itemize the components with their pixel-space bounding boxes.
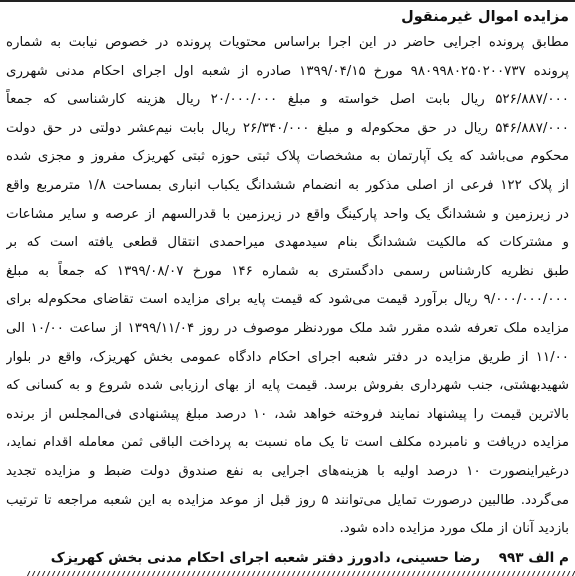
divider-mark bbox=[475, 571, 481, 576]
divider-mark bbox=[390, 571, 396, 576]
divider-mark bbox=[185, 571, 191, 576]
divider-mark bbox=[405, 571, 411, 576]
divider-mark bbox=[310, 571, 316, 576]
divider-mark bbox=[305, 571, 311, 576]
divider-mark bbox=[315, 571, 321, 576]
divider-mark bbox=[550, 571, 556, 576]
divider-mark bbox=[245, 571, 251, 576]
divider-mark bbox=[375, 571, 381, 576]
divider-mark bbox=[235, 571, 241, 576]
divider-mark bbox=[565, 571, 571, 576]
divider-mark bbox=[255, 571, 261, 576]
divider-mark bbox=[70, 571, 76, 576]
divider-mark bbox=[300, 571, 306, 576]
divider-mark bbox=[105, 571, 111, 576]
notice-line: ۵۲۶/۸۸۷/۰۰۰ ریال بابت اصل خواسته و مبلغ ۲۰/۰۰۰/۰۰۰ ریال هزینه کارشناسی که جمعاً bbox=[6, 92, 569, 108]
notice-line: بالاترین قیمت را پیشنهاد نمایند فروخته خواهد شد، ۱۰ درصد مبلغ پیشنهادی فی‌المجلس از برنده bbox=[6, 406, 569, 422]
divider-mark bbox=[180, 571, 186, 576]
notice-line: مزایده دریافت و نامبرده مکلف است تا یک ماه نسبت به پرداخت الباقی ثمن معامله اقدام نماید، bbox=[6, 435, 569, 451]
divider-mark bbox=[555, 571, 561, 576]
divider-mark bbox=[395, 571, 401, 576]
divider-mark bbox=[90, 571, 96, 576]
divider-mark bbox=[145, 571, 151, 576]
notice-line: می‌گردد. طالبین درصورت تمایل می‌توانند ۵ روز قبل از موعد مزایده به این شعبه مراجعه تا ترتیب bbox=[6, 492, 569, 508]
divider-mark bbox=[400, 571, 406, 576]
divider-mark bbox=[230, 571, 236, 576]
notice-signature: رضا حسینی، دادورز دفتر شعبه اجرای احکام مدنی بخش کهریزک bbox=[50, 549, 480, 566]
divider-mark bbox=[445, 571, 451, 576]
divider-mark bbox=[160, 571, 166, 576]
divider-mark bbox=[490, 571, 496, 576]
divider-mark bbox=[130, 571, 136, 576]
notice-body bbox=[6, 29, 569, 544]
divider-mark bbox=[175, 571, 181, 576]
divider-mark bbox=[525, 571, 531, 576]
divider-mark bbox=[430, 571, 436, 576]
divider-mark bbox=[285, 571, 291, 576]
divider-mark bbox=[465, 571, 471, 576]
divider-mark bbox=[125, 571, 131, 576]
top-divider bbox=[0, 0, 575, 2]
divider-mark bbox=[155, 571, 161, 576]
divider-mark bbox=[535, 571, 541, 576]
notice-line: مطابق پرونده اجرایی حاضر در این اجرا براساس محتویات پرونده در خصوص نیابت به شماره bbox=[6, 35, 569, 50]
divider-mark bbox=[380, 571, 386, 576]
notice-line: درغیراینصورت ۱۰ درصد اولیه با هزینه‌های اجرایی به نفع صندوق دولت ضبط و مزایده تجدید bbox=[6, 463, 569, 479]
divider-mark bbox=[420, 571, 426, 576]
notice-line: بازدید آنان از ملک مورد مزایده داده شود. bbox=[339, 521, 569, 537]
notice-line: ۵۴۶/۸۸۷/۰۰۰ ریال در حق محکوم‌له و مبلغ ۲۶/۳۴۰/۰۰۰ ریال بابت نیم‌عشر دولتی در حق دولت bbox=[6, 120, 569, 136]
divider-mark bbox=[570, 571, 575, 576]
divider-mark bbox=[60, 571, 66, 576]
divider-mark bbox=[495, 571, 501, 576]
divider-mark bbox=[115, 571, 121, 576]
divider-mark bbox=[295, 571, 301, 576]
divider-mark bbox=[50, 571, 56, 576]
divider-mark bbox=[275, 571, 281, 576]
divider-mark bbox=[515, 571, 521, 576]
divider-mark bbox=[205, 571, 211, 576]
divider-mark bbox=[325, 571, 331, 576]
divider-mark bbox=[345, 571, 351, 576]
divider-mark bbox=[25, 571, 31, 576]
divider-mark bbox=[425, 571, 431, 576]
divider-mark bbox=[560, 571, 566, 576]
divider-mark bbox=[410, 571, 416, 576]
divider-mark bbox=[40, 571, 46, 576]
notice-line: طبق نظریه کارشناس رسمی دادگستری به شماره ۱۴۶ مورخ ۱۳۹۹/۰۸/۰۷ که جمعاً به مبلغ bbox=[6, 263, 569, 279]
divider-mark bbox=[520, 571, 526, 576]
notice-line: از پلاک ۱۲۲ فرعی از اصلی مذکور به انضمام ششدانگ یکباب انباری بمساحت ۱/۸ مترمربع واقع bbox=[6, 177, 569, 193]
divider-mark bbox=[55, 571, 61, 576]
divider-mark bbox=[365, 571, 371, 576]
divider-mark bbox=[370, 571, 376, 576]
bottom-divider bbox=[0, 566, 575, 576]
divider-mark bbox=[355, 571, 361, 576]
divider-mark bbox=[150, 571, 156, 576]
divider-mark bbox=[470, 571, 476, 576]
notice-line: محکوم می‌باشد که یک آپارتمان به مشخصات پلاک ثبتی حوزه ثبتی کهریزک مفروز و مجزی شده bbox=[6, 149, 569, 165]
divider-mark bbox=[120, 571, 126, 576]
divider-mark bbox=[360, 571, 366, 576]
divider-mark bbox=[415, 571, 421, 576]
notice-line: ۹/۰۰۰/۰۰۰/۰۰۰ ریال برآورد قیمت می‌شود که قیمت پایه برای مزایده است تقاضای محکوم‌له برای bbox=[6, 292, 569, 308]
divider-mark bbox=[350, 571, 356, 576]
divider-mark bbox=[195, 571, 201, 576]
divider-mark bbox=[385, 571, 391, 576]
divider-mark bbox=[330, 571, 336, 576]
notice-line: در زیرزمین و ششدانگ یک واحد پارکینگ واقع در زیرزمین با قدرالسهم از عرصه و سایر مشاعات bbox=[6, 206, 569, 222]
divider-mark bbox=[510, 571, 516, 576]
divider-mark bbox=[500, 571, 506, 576]
divider-mark bbox=[220, 571, 226, 576]
divider-mark bbox=[260, 571, 266, 576]
divider-mark bbox=[340, 571, 346, 576]
divider-mark bbox=[440, 571, 446, 576]
divider-mark bbox=[265, 571, 271, 576]
divider-mark bbox=[210, 571, 216, 576]
divider-mark bbox=[100, 571, 106, 576]
divider-mark bbox=[165, 571, 171, 576]
divider-mark bbox=[505, 571, 511, 576]
divider-mark bbox=[545, 571, 551, 576]
notice-code: م الف ۹۹۳ bbox=[498, 549, 569, 566]
divider-mark bbox=[460, 571, 466, 576]
divider-mark bbox=[35, 571, 41, 576]
notice-line: مزایده ملک تعرفه شده مقرر شد ملک موردنظر موصوف در روز ۱۳۹۹/۱۱/۰۴ از ساعت ۱۰/۰۰ الی bbox=[6, 320, 569, 336]
divider-mark bbox=[530, 571, 536, 576]
divider-mark bbox=[45, 571, 51, 576]
divider-mark bbox=[95, 571, 101, 576]
notice-line: شهیدبهشتی، جنب شهرداری بفروش برسد. قیمت پایه از بهای ارزیابی شده شروع و به کسانی که bbox=[6, 378, 569, 394]
notice-line: ۱۱/۰۰ از طریق مزایده در دفتر شعبه اجرای احکام دادگاه عمومی بخش کهریزک، واقع در بلوار bbox=[6, 349, 569, 365]
notice-line: و مشترکات که مالکیت ششدانگ بنام سیدمهدی میراحمدی انتقال قطعی یافته است که بر bbox=[6, 235, 569, 251]
divider-mark bbox=[290, 571, 296, 576]
divider-mark bbox=[85, 571, 91, 576]
notice-line: پرونده ۹۸۰۹۹۸۰۲۵۰۲۰۰۷۳۷ مورخ ۱۳۹۹/۰۴/۱۵ صادره از شعبه اول اجرای احکام مدنی شهرری bbox=[6, 63, 569, 79]
divider-mark bbox=[335, 571, 341, 576]
divider-mark bbox=[110, 571, 116, 576]
divider-mark bbox=[280, 571, 286, 576]
divider-mark bbox=[540, 571, 546, 576]
divider-mark bbox=[250, 571, 256, 576]
divider-mark bbox=[480, 571, 486, 576]
divider-mark bbox=[435, 571, 441, 576]
divider-mark bbox=[215, 571, 221, 576]
divider-mark bbox=[65, 571, 71, 576]
divider-mark bbox=[190, 571, 196, 576]
divider-mark bbox=[485, 571, 491, 576]
divider-mark bbox=[30, 571, 36, 576]
divider-mark bbox=[320, 571, 326, 576]
divider-mark bbox=[135, 571, 141, 576]
notice-title: مزایده اموال غیرمنقول bbox=[401, 9, 569, 25]
divider-mark bbox=[455, 571, 461, 576]
divider-mark bbox=[80, 571, 86, 576]
divider-mark bbox=[450, 571, 456, 576]
divider-mark bbox=[225, 571, 231, 576]
divider-mark bbox=[140, 571, 146, 576]
divider-mark bbox=[200, 571, 206, 576]
divider-mark bbox=[270, 571, 276, 576]
divider-mark bbox=[75, 571, 81, 576]
divider-mark bbox=[170, 571, 176, 576]
divider-mark bbox=[240, 571, 246, 576]
